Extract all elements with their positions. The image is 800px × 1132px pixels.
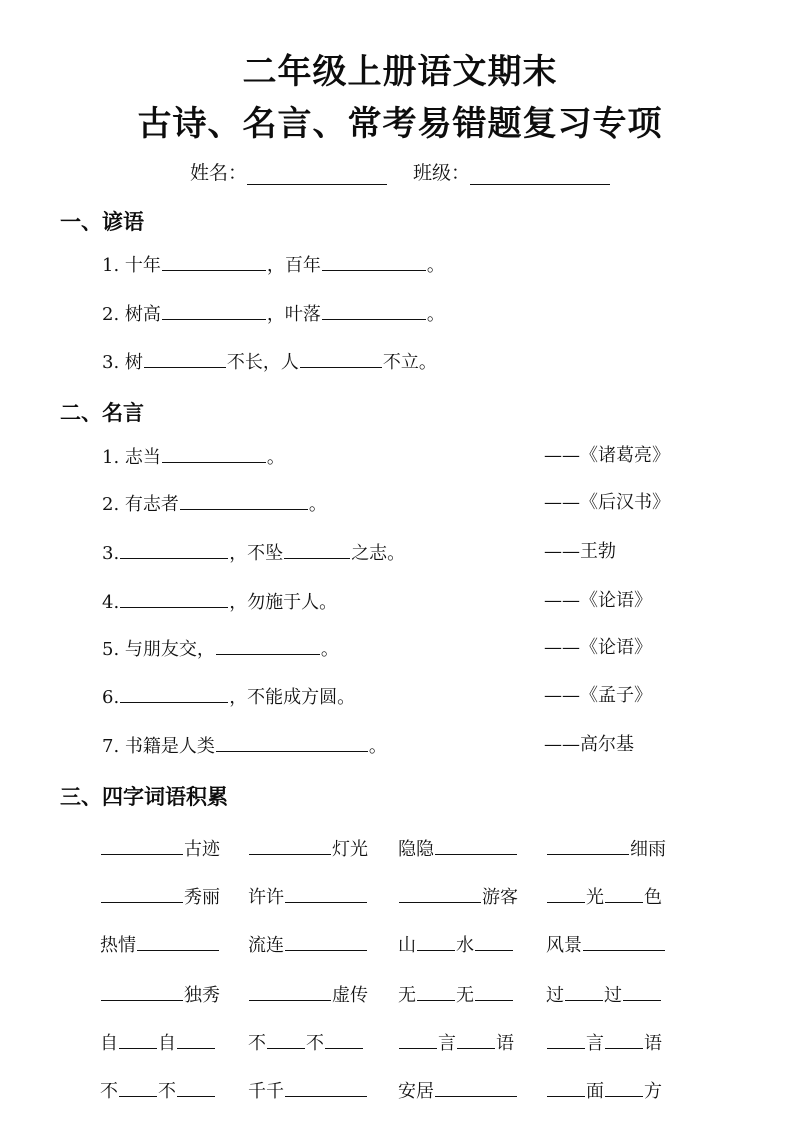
quote-item xyxy=(102,540,405,566)
quote-source: ——《后汉书》 xyxy=(544,492,670,513)
item-text: 4. xyxy=(102,592,120,613)
item-text: 3. xyxy=(102,543,120,564)
class-label: 班级： xyxy=(413,162,471,184)
answer-blank[interactable] xyxy=(137,932,219,951)
idiom-cell xyxy=(398,1030,514,1056)
idiom-text: 热情 xyxy=(100,935,136,956)
idiom-cell xyxy=(398,836,518,862)
idiom-text: 细雨 xyxy=(630,839,666,860)
idiom-cell xyxy=(546,932,666,958)
answer-blank[interactable] xyxy=(605,1078,643,1097)
answer-blank[interactable] xyxy=(120,684,228,703)
answer-blank[interactable] xyxy=(267,1030,305,1049)
answer-blank[interactable] xyxy=(417,932,455,951)
quote-source: ——《诸葛亮》 xyxy=(544,445,670,466)
idiom-text: 过 xyxy=(546,985,564,1006)
idiom-cell xyxy=(248,932,368,958)
item-text: 1. 十年 xyxy=(102,255,161,276)
answer-blank[interactable] xyxy=(475,932,513,951)
answer-blank[interactable] xyxy=(457,1030,495,1049)
answer-blank[interactable] xyxy=(216,636,320,655)
quote-source: ——王勃 xyxy=(544,541,616,562)
answer-blank[interactable] xyxy=(547,1030,585,1049)
page-subtitle: 古诗、名言、常考易错题复习专项 xyxy=(137,104,663,144)
idiom-cell xyxy=(398,884,518,910)
answer-blank[interactable] xyxy=(177,1078,215,1097)
idiom-text: 不 xyxy=(100,1081,118,1102)
idiom-cell xyxy=(100,982,220,1008)
idiom-text: 灯光 xyxy=(332,839,368,860)
answer-blank[interactable] xyxy=(435,836,517,855)
answer-blank[interactable] xyxy=(120,589,228,608)
answer-blank[interactable] xyxy=(120,540,228,559)
idiom-text: 山 xyxy=(398,935,416,956)
item-text: 不立。 xyxy=(382,352,437,373)
answer-blank[interactable] xyxy=(285,1078,367,1097)
name-blank[interactable] xyxy=(247,164,387,185)
answer-blank[interactable] xyxy=(565,982,603,1001)
item-text: 2. 树高 xyxy=(102,304,161,325)
idiom-cell xyxy=(100,932,220,958)
idiom-text: 面 xyxy=(586,1081,604,1102)
answer-blank[interactable] xyxy=(101,884,183,903)
idiom-text: 言 xyxy=(586,1033,604,1054)
idiom-cell xyxy=(248,982,368,1008)
idiom-text: 过 xyxy=(604,985,622,1006)
idiom-cell xyxy=(100,1030,216,1056)
answer-blank[interactable] xyxy=(547,884,585,903)
answer-blank[interactable] xyxy=(605,884,643,903)
idiom-text: 古迹 xyxy=(184,839,220,860)
answer-blank[interactable] xyxy=(101,982,183,1001)
answer-blank[interactable] xyxy=(547,836,629,855)
answer-blank[interactable] xyxy=(249,836,331,855)
answer-blank[interactable] xyxy=(249,982,331,1001)
idiom-cell xyxy=(546,836,666,862)
quote-source: ——《论语》 xyxy=(544,590,652,611)
section-heading-proverbs: 一、谚语 xyxy=(60,210,144,234)
answer-blank[interactable] xyxy=(177,1030,215,1049)
answer-blank[interactable] xyxy=(119,1030,157,1049)
idiom-text: 无 xyxy=(398,985,416,1006)
quote-source: ——高尔基 xyxy=(544,734,634,755)
answer-blank[interactable] xyxy=(547,1078,585,1097)
proverb-item xyxy=(102,252,445,278)
idiom-text: 不 xyxy=(306,1033,324,1054)
idiom-text: 隐隐 xyxy=(398,839,434,860)
idiom-text: 水 xyxy=(456,935,474,956)
section-heading-quotes: 二、名言 xyxy=(60,401,144,425)
idiom-text: 游客 xyxy=(482,887,518,908)
section-heading-idioms: 三、四字词语积累 xyxy=(60,785,228,809)
idiom-text: 语 xyxy=(644,1033,662,1054)
answer-blank[interactable] xyxy=(322,252,426,271)
idiom-cell xyxy=(398,1078,518,1104)
quote-source: ——《孟子》 xyxy=(544,685,652,706)
answer-blank[interactable] xyxy=(162,301,266,320)
idiom-cell xyxy=(398,982,514,1008)
page-title: 二年级上册语文期末 xyxy=(242,52,558,92)
answer-blank[interactable] xyxy=(399,884,481,903)
idiom-cell xyxy=(248,1030,364,1056)
item-text: 1. 志当 xyxy=(102,447,161,468)
name-field[interactable] xyxy=(190,158,387,185)
idiom-cell xyxy=(546,884,662,910)
idiom-text: 不 xyxy=(248,1033,266,1054)
idiom-text: 千千 xyxy=(248,1081,284,1102)
item-text: ，不能成方圆。 xyxy=(229,687,356,708)
idiom-text: 自 xyxy=(100,1033,118,1054)
item-text: 5. 与朋友交， xyxy=(102,639,215,660)
answer-blank[interactable] xyxy=(435,1078,517,1097)
idiom-text: 许许 xyxy=(248,887,284,908)
item-text: 3. 树 xyxy=(102,352,143,373)
idiom-cell xyxy=(100,836,220,862)
idiom-text: 独秀 xyxy=(184,985,220,1006)
idiom-text: 安居 xyxy=(398,1081,434,1102)
item-text: ，百年 xyxy=(266,255,321,276)
idiom-cell xyxy=(248,884,368,910)
item-text: ，不坠 xyxy=(229,543,284,564)
answer-blank[interactable] xyxy=(144,349,226,368)
item-text: 。 xyxy=(320,639,339,660)
answer-blank[interactable] xyxy=(285,884,367,903)
item-text: 。 xyxy=(426,255,445,276)
proverb-item xyxy=(102,349,437,375)
class-blank[interactable] xyxy=(470,164,610,185)
answer-blank[interactable] xyxy=(322,301,426,320)
quote-item xyxy=(102,491,327,517)
answer-blank[interactable] xyxy=(180,491,308,510)
idiom-text: 风景 xyxy=(546,935,582,956)
answer-blank[interactable] xyxy=(162,252,266,271)
student-info-row xyxy=(0,158,800,185)
quote-item xyxy=(102,636,339,662)
item-text: 。 xyxy=(308,494,327,515)
item-text: 不长，人 xyxy=(226,352,299,373)
answer-blank[interactable] xyxy=(101,836,183,855)
answer-blank[interactable] xyxy=(399,1030,437,1049)
item-text: ，叶落 xyxy=(266,304,321,325)
idiom-text: 方 xyxy=(644,1081,662,1102)
item-text: 7. 书籍是人类 xyxy=(102,736,215,757)
answer-blank[interactable] xyxy=(119,1078,157,1097)
answer-blank[interactable] xyxy=(162,444,266,463)
idiom-text: 不 xyxy=(158,1081,176,1102)
quote-source: ——《论语》 xyxy=(544,637,652,658)
answer-blank[interactable] xyxy=(417,982,455,1001)
item-text: 。 xyxy=(266,447,285,468)
proverb-item xyxy=(102,301,445,327)
answer-blank[interactable] xyxy=(325,1030,363,1049)
answer-blank[interactable] xyxy=(475,982,513,1001)
idiom-cell xyxy=(100,884,220,910)
item-text: 之志。 xyxy=(351,543,406,564)
answer-blank[interactable] xyxy=(284,540,350,559)
idiom-cell xyxy=(100,1078,216,1104)
answer-blank[interactable] xyxy=(285,932,367,951)
idiom-text: 光 xyxy=(586,887,604,908)
answer-blank[interactable] xyxy=(300,349,382,368)
item-text: 。 xyxy=(368,736,387,757)
idiom-text: 言 xyxy=(438,1033,456,1054)
idiom-cell xyxy=(398,932,514,958)
answer-blank[interactable] xyxy=(583,932,665,951)
idiom-text: 秀丽 xyxy=(184,887,220,908)
item-text: 。 xyxy=(426,304,445,325)
idiom-cell xyxy=(546,1078,662,1104)
answer-blank[interactable] xyxy=(623,982,661,1001)
answer-blank[interactable] xyxy=(216,733,368,752)
item-text: 6. xyxy=(102,687,120,708)
idiom-cell xyxy=(248,836,368,862)
item-text: 2. 有志者 xyxy=(102,494,179,515)
idiom-text: 无 xyxy=(456,985,474,1006)
idiom-cell xyxy=(546,982,662,1008)
idiom-text: 流连 xyxy=(248,935,284,956)
answer-blank[interactable] xyxy=(605,1030,643,1049)
item-text: ，勿施于人。 xyxy=(229,592,338,613)
idiom-text: 语 xyxy=(496,1033,514,1054)
idiom-cell xyxy=(248,1078,368,1104)
name-label: 姓名： xyxy=(189,162,247,184)
idiom-text: 自 xyxy=(158,1033,176,1054)
quote-item xyxy=(102,684,355,710)
idiom-text: 色 xyxy=(644,887,662,908)
class-field[interactable] xyxy=(413,158,610,185)
idiom-cell xyxy=(546,1030,662,1056)
quote-item xyxy=(102,733,387,759)
quote-item xyxy=(102,444,285,470)
quote-item xyxy=(102,589,337,615)
idiom-text: 虚传 xyxy=(332,985,368,1006)
